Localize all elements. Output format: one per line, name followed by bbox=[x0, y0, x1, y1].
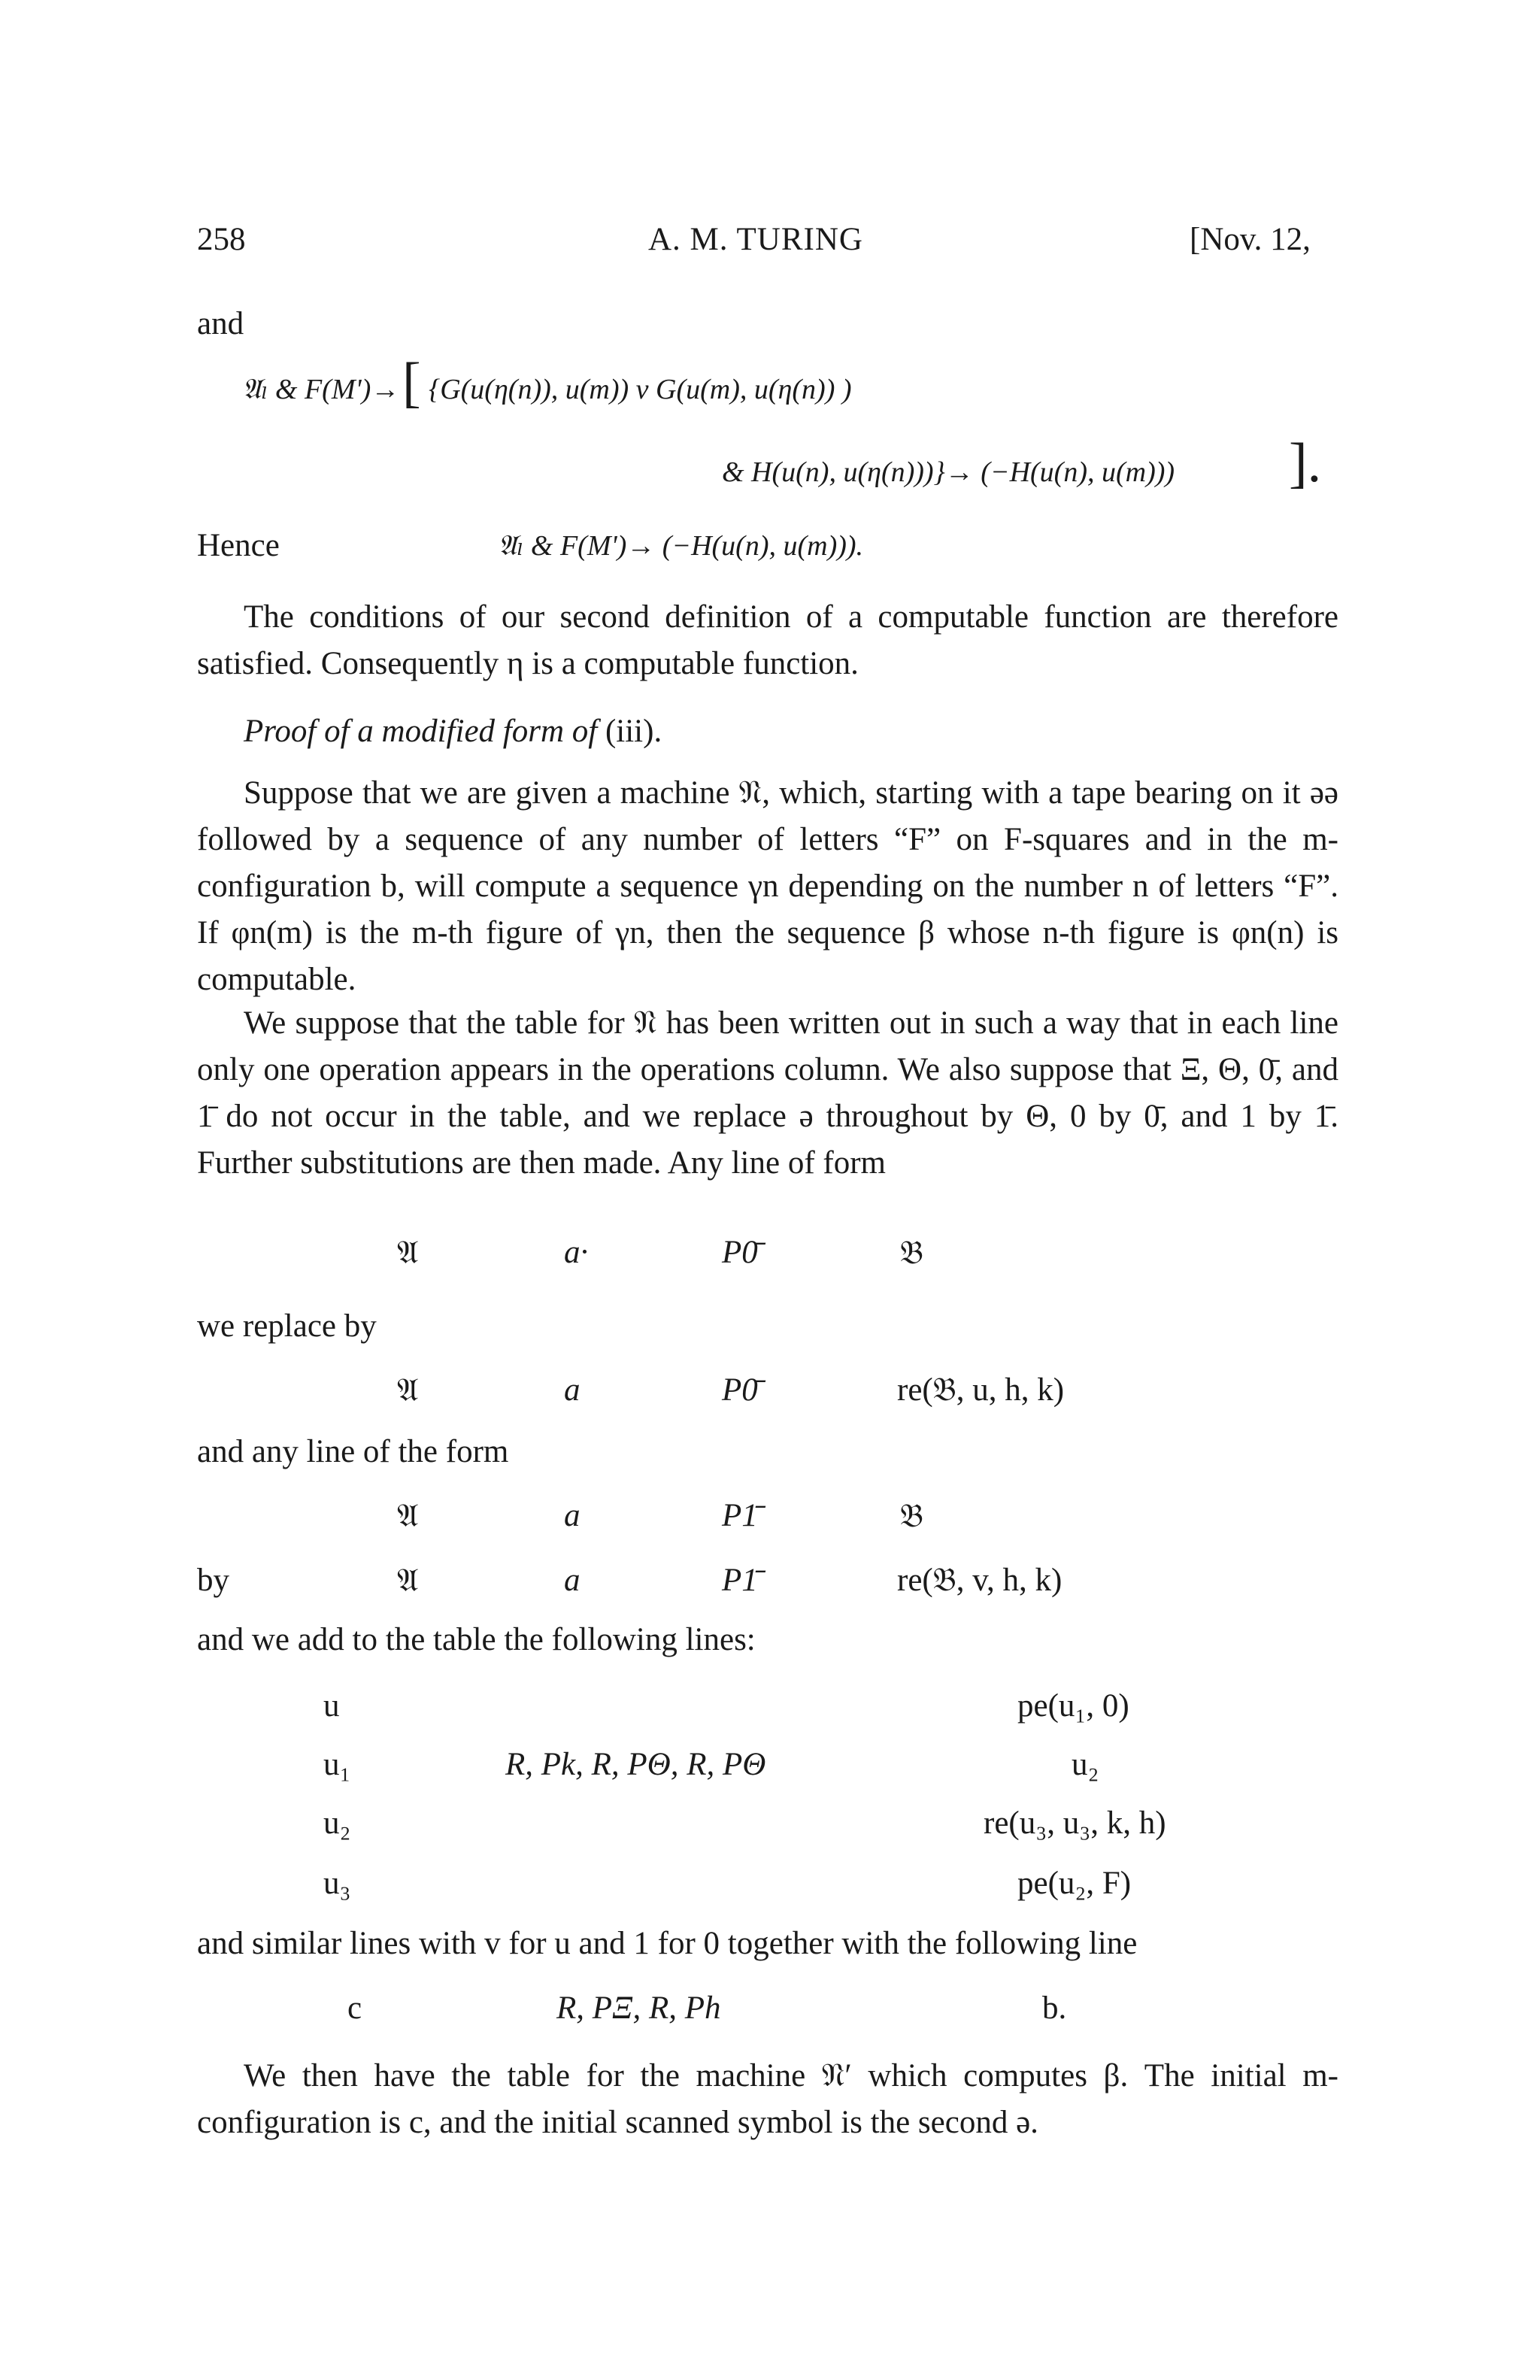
running-title: A. M. TURING bbox=[648, 222, 863, 257]
line2-ops: R, Pk, R, PΘ, R, PΘ bbox=[505, 1747, 766, 1782]
row3-config: 𝔄 bbox=[397, 1497, 419, 1535]
row4-final: re(𝔅, v, h, k) bbox=[897, 1563, 1063, 1598]
row3-final: 𝔅 bbox=[900, 1497, 924, 1535]
row2-ops: P0̄ bbox=[722, 1372, 758, 1408]
equation-1-part-1: {G(u(η(n)), u(m)) v G(u(m), u(η(n)) ) bbox=[429, 374, 852, 405]
row1-symbol: a· bbox=[564, 1235, 589, 1270]
proof-heading bbox=[244, 708, 662, 755]
row4-symbol: a bbox=[564, 1563, 581, 1598]
word-hence: Hence bbox=[197, 528, 280, 563]
equation-1-close-bracket: ]. bbox=[1289, 432, 1322, 494]
line1-config: u bbox=[323, 1688, 340, 1724]
line4-final: pe(u₂, F) bbox=[1017, 1866, 1132, 1901]
text-and-any-line: and any line of the form bbox=[197, 1434, 509, 1469]
row1-config: 𝔄 bbox=[397, 1234, 419, 1272]
text-add-lines: and we add to the table the following lines: bbox=[197, 1622, 756, 1657]
final-line-final: b. bbox=[1042, 1990, 1067, 2026]
row3-symbol: a bbox=[564, 1498, 581, 1533]
header-date: [Nov. 12, bbox=[1190, 222, 1311, 257]
paragraph-conditions: The conditions of our second definition of a computable function are therefore satisfied. Consequently η is a computable function. bbox=[197, 599, 1338, 681]
text-we-replace-by: we replace by bbox=[197, 1308, 377, 1344]
line2-final: u₂ bbox=[1072, 1747, 1099, 1782]
line1-final: pe(u₁, 0) bbox=[1017, 1688, 1129, 1724]
page-number: 258 bbox=[197, 222, 246, 257]
paragraph-closing: We then have the table for the machine 𝔑′ which computes β. The initial m-configuration is c, and the initial scanned symbol is the second ə. bbox=[197, 2058, 1338, 2140]
row1-ops: P0̄ bbox=[722, 1235, 758, 1270]
final-line-config: c bbox=[347, 1990, 362, 2026]
line2-config: u₁ bbox=[323, 1747, 351, 1782]
word-and: and bbox=[197, 306, 244, 341]
line4-config: u₃ bbox=[323, 1866, 351, 1901]
equation-1-open-bracket: [ bbox=[402, 352, 421, 414]
row4-config: 𝔄 bbox=[397, 1562, 419, 1599]
proof-heading-roman: (iii). bbox=[597, 714, 662, 749]
row2-final: re(𝔅, u, h, k) bbox=[897, 1372, 1065, 1408]
line3-final: re(u₃, u₃, k, h) bbox=[984, 1805, 1166, 1841]
equation-1-left: 𝔄ₗ & F(M')→ bbox=[242, 374, 400, 405]
line3-config: u₂ bbox=[323, 1805, 351, 1841]
row4-ops: P1̄ bbox=[722, 1563, 758, 1598]
paragraph-suppose: Suppose that we are given a machine 𝔑, which, starting with a tape bearing on it əə followed by a sequence of any number of letters “F” on F-squares and in the m-configuration b, will compute a sequence γn depending on the number n of letters “F”. If φn(m) is the m-th figure of γn, then the sequence β whose n-th figure is φn(n) is computable. bbox=[197, 775, 1338, 997]
paragraph-table-description: We suppose that the table for 𝔑 has been written out in such a way that in each line only one operation appears in the operations column. We also suppose that Ξ, Θ, 0̄, and 1̄ do not occur in the table, and we replace ə throughout by Θ, 0 by 0̄, and 1 by 1̄. Further substitutions are then made. Any line of form bbox=[197, 1005, 1338, 1181]
text-by: by bbox=[197, 1563, 229, 1598]
proof-heading-italic: Proof of a modified form of bbox=[244, 714, 598, 749]
row2-config: 𝔄 bbox=[397, 1372, 419, 1409]
final-line-ops: R, PΞ, R, Ph bbox=[556, 1990, 721, 2026]
row3-ops: P1̄ bbox=[722, 1498, 758, 1533]
row2-symbol: a bbox=[564, 1372, 581, 1408]
equation-2: 𝔄ₗ & F(M')→ (−H(u(n), u(m))). bbox=[498, 530, 864, 562]
row1-final: 𝔅 bbox=[900, 1234, 924, 1272]
text-similar-lines: and similar lines with v for u and 1 for 0 together with the following line bbox=[197, 1926, 1138, 1961]
equation-1-part-2: & H(u(n), u(η(n)))}→ (−H(u(n), u(m))) bbox=[722, 456, 1175, 488]
